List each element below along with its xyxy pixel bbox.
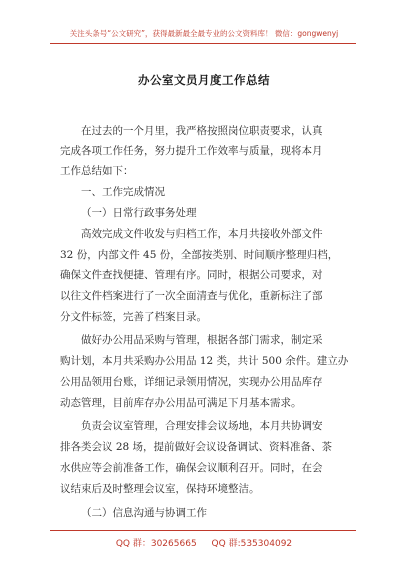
body-line: 排各类会议 28 场，提前做好会议设备调试、资料准备、茶	[60, 441, 333, 453]
document-title: 办公室文员月度工作总结	[138, 73, 270, 87]
footer-divider	[50, 530, 356, 531]
body-line: 分文件标签，完善了档案目录。	[60, 311, 207, 323]
body-line: 高效完成文件收发与归档工作，本月共接收外部文件	[81, 228, 323, 240]
footer-contact	[0, 536, 408, 549]
header-watermark-note: 关注头条号“公文研究”，获得最新最全最专业的公文资料库！ 微信：gongwenyj	[69, 29, 339, 38]
body-line: 做好办公用品采购与管理，根据各部门需求，制定采	[81, 334, 323, 346]
subsection-heading: （一）日常行政事务处理	[81, 207, 197, 219]
body-line: 水供应等会前准备工作，确保会议顺利召开。同时，在会	[60, 462, 323, 474]
body-line: 完成各项工作任务，努力提升工作效率与质量，现将本月	[60, 145, 323, 157]
footer-qq-group-1: QQ 群：30265665	[115, 539, 197, 549]
body-line: 32 份，内部文件 45 份，全部按类别、时间顺序整理归档，	[60, 249, 339, 261]
body-line: 议结束后及时整理会议室，保持环境整洁。	[60, 483, 260, 495]
body-line: 负责会议室管理，合理安排会议场地，本月共协调安	[81, 420, 323, 432]
section-heading: 一、工作完成情况	[81, 186, 165, 198]
subsection-heading: （二）信息沟通与协调工作	[81, 507, 207, 519]
header-divider	[50, 43, 356, 44]
body-line: 公用品领用台账，详细记录领用情况，实现办公用品库存	[60, 376, 323, 388]
body-line: 购计划，本月共采购办公用品 12 类，共计 500 余件。建立办	[60, 355, 349, 367]
body-line: 动态管理，目前库存办公用品可满足下月基本需求。	[60, 397, 302, 409]
body-line: 在过去的一个月里，我严格按照岗位职责要求，认真	[81, 125, 323, 137]
body-line: 确保文件查找便捷、管理有序。同时，根据公司要求，对	[60, 269, 323, 281]
body-line: 以往文件档案进行了一次全面清查与优化，重新标注了部	[60, 290, 323, 302]
footer-qq-group-2: QQ 群:535304092	[211, 539, 293, 549]
body-line: 工作总结如下：	[60, 165, 134, 177]
